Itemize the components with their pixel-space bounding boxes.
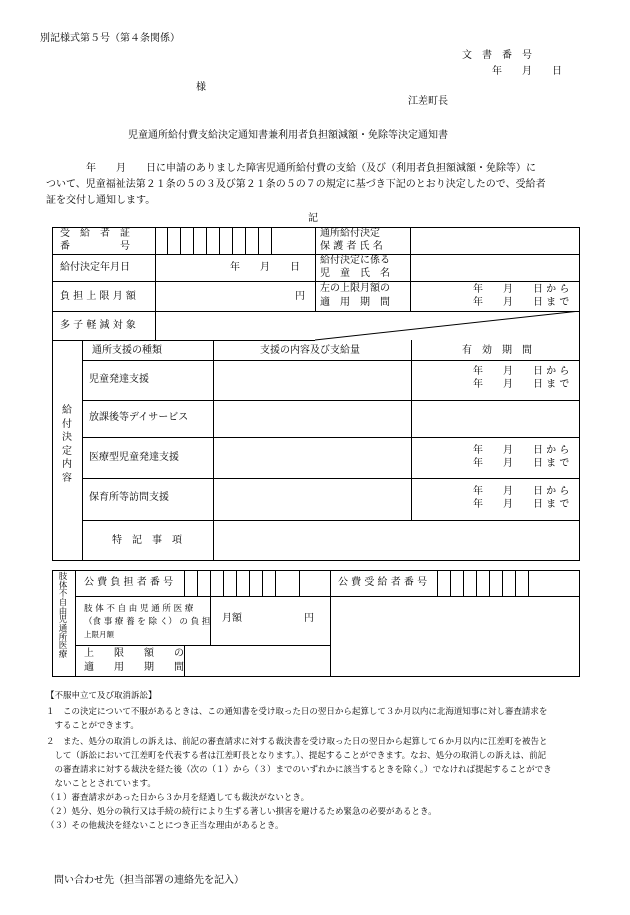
condition-2: （２）処分、処分の執行又は手続の続行により生ずる著しい損害を避けるため緊急の必要があるとき。 [46, 807, 437, 817]
validity-from: 年 月 日 か ら [473, 366, 570, 377]
period-label-2: 適 用 期 間 [320, 297, 390, 308]
burden-limit-unit: 円 [295, 291, 305, 302]
service-nursery-visit: 保育所等訪問支援 [89, 492, 169, 503]
recipient-number-label-2: 番 号 [60, 241, 130, 252]
condition-1: （１）審査請求があった日から３か月を経過しても裁決がないとき。 [46, 793, 310, 803]
guardian-label-1: 通所給付決定 [320, 228, 380, 239]
decision-date-label: 給付決定年月日 [60, 262, 130, 273]
intro-line-2: ついて、児童福祉法第２１条の５の３及び第２１条の５の７の規定に基づき下記のとおり決定したので、受給者 [46, 179, 546, 190]
intro-text [46, 161, 546, 209]
medical-limit-label-3: 上限月額 [84, 630, 114, 639]
limit-period-label-1: 上 限 額 の [84, 648, 184, 659]
validity-until: 年 月 日 ま で [473, 499, 570, 510]
decision-date-value: 年 月 日 [230, 262, 300, 273]
recipient-number-label-1: 受 給 者 証 [60, 228, 130, 239]
monthly-yen: 円 [304, 613, 314, 624]
note-2-line-b: して（訴訟において江差町を代表する者は江差町長となります。）、提起することができます。なお、処分の取消しの訴えは、前記 [46, 751, 547, 761]
col-header-amount: 支援の内容及び支給量 [260, 345, 360, 356]
note-1-line-b: することができます。 [46, 721, 139, 731]
note-2-line-d: ないこととされています。 [46, 779, 156, 789]
document-title: 児童通所給付費支給決定通知書兼利用者負担額減額・免除等決定通知書 [128, 130, 448, 141]
col-header-validity: 有 効 期 間 [462, 345, 532, 356]
service-child-development: 児童発達支援 [89, 374, 149, 385]
col-header-type: 通所支援の種類 [92, 345, 162, 356]
child-label-1: 給付決定に係る [320, 255, 390, 266]
validity-until: 年 月 日 ま で [473, 379, 570, 390]
contact-info: 問い合わせ先（担当部署の連絡先を記入） [54, 875, 244, 886]
payer-number-label: 公 費 負 担 者 番 号 [84, 577, 174, 588]
intro-line-3: 証を交付し通知します。 [46, 195, 156, 206]
medical-limit-label-2: （食 事 療 養 を 除 く） の 負 担 [84, 617, 211, 627]
condition-3: （３）その他裁決を経ないことにつき正当な理由があるとき。 [46, 821, 284, 831]
period-from: 年 月 日 か ら [473, 284, 570, 295]
appeal-notes [46, 689, 552, 833]
doc-date-label: 年 月 日 [492, 66, 562, 77]
validity-from: 年 月 日 か ら [473, 445, 570, 456]
validity-until: 年 月 日 ま で [473, 458, 570, 469]
medical-side-vertical-label: 肢体不自由児通所医療 [58, 572, 68, 660]
note-2-line-c: の審査請求に対する裁決を経た後（次の（１）から（３）までのいずれかに該当するときを除く。）でなければ提起することができ [46, 765, 552, 775]
note-2-line-a: ２ また、処分の取消しの訴えは、前記の審査請求に対する裁決書を受け取った日の翌日から起算して６か月以内に江差町を被告と [46, 737, 548, 747]
period-until: 年 月 日 ま で [473, 297, 570, 308]
medical-limit-label-1: 肢 体 不 自 由 児 通 所 医 療 [84, 604, 194, 614]
burden-limit-label: 負 担 上 限 月 額 [60, 291, 136, 302]
intro-line-1: 年 月 日に申請のありました障害児通所給付費の支給（及び（利用者負担額減額・免除等）に [46, 163, 536, 174]
decision-table-border [52, 227, 580, 561]
monthly-label: 月額 [222, 613, 242, 624]
special-notes-label: 特 記 事 項 [112, 535, 182, 546]
content-vertical-label: 給付決定内容 [62, 405, 72, 484]
limit-period-label-2: 適 用 期 間 [84, 662, 184, 673]
child-label-2: 児 童 氏 名 [320, 268, 390, 279]
form-number: 別記様式第５号（第４条関係） [40, 33, 180, 44]
ki-mark: 記 [308, 213, 318, 224]
period-label-1: 左の上限月額の [320, 283, 390, 294]
diagonal-strike [315, 311, 580, 341]
multi-child-label: 多 子 軽 減 対 象 [60, 320, 136, 331]
validity-from: 年 月 日 か ら [473, 486, 570, 497]
addressee-suffix: 様 [196, 82, 206, 93]
issuer: 江差町長 [408, 96, 448, 107]
service-after-school-day: 放課後等デイサービス [89, 412, 189, 423]
notes-header: 【不服申立て及び取消訴訟】 [46, 691, 157, 701]
doc-number-label: 文 書 番 号 [462, 50, 532, 61]
guardian-label-2: 保 護 者 氏 名 [320, 241, 383, 252]
receiver-number-label: 公 費 受 給 者 番 号 [338, 577, 428, 588]
note-1-line-a: １ この決定について不服があるときは、この通知書を受け取った日の翌日から起算して３か月以内に北海道知事に対し審査請求を [46, 707, 548, 717]
service-medical-child-development: 医療型児童発達支援 [89, 452, 179, 463]
